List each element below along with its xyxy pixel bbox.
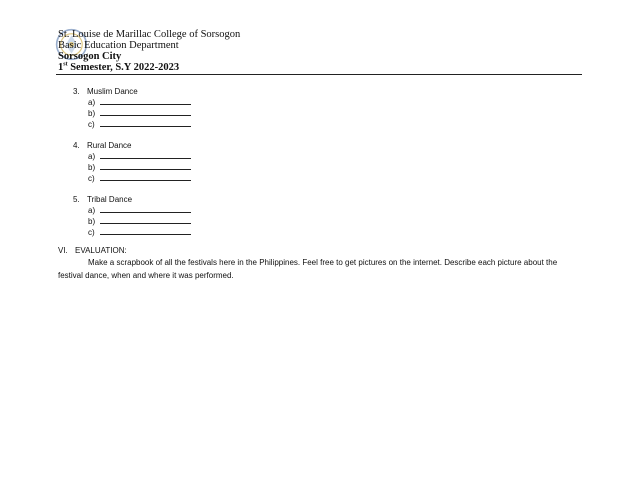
choice-label: c) <box>88 174 95 183</box>
evaluation-instructions: Make a scrapbook of all the festivals here in the Philippines. Feel free to get pictures on the internet. Describe each picture about the festival dance, when and where it was performed. <box>58 258 558 280</box>
answer-blank <box>100 108 191 116</box>
document-header <box>58 29 580 73</box>
choice-label: c) <box>88 120 95 129</box>
choice-label: a) <box>88 152 96 161</box>
answer-blank <box>100 151 191 159</box>
choice-label: c) <box>88 228 95 237</box>
semester-text: Semester, S.Y 2022-2023 <box>67 62 180 73</box>
choice-label: b) <box>88 163 96 172</box>
answer-line <box>88 205 191 216</box>
answer-line <box>88 173 191 184</box>
answer-blank <box>100 216 191 224</box>
section-title: EVALUATION: <box>75 246 127 255</box>
choice-label: b) <box>88 217 96 226</box>
question-title: Tribal Dance <box>87 195 133 204</box>
choice-label: a) <box>88 206 96 215</box>
answer-line <box>88 151 191 162</box>
semester-line <box>58 62 580 73</box>
city-name: Sorsogon City <box>58 51 122 62</box>
department-name: Basic Education Department <box>58 40 179 51</box>
evaluation-heading <box>58 245 127 256</box>
school-name: St. Louise de Marillac College of Sorsogon <box>58 29 241 40</box>
semester-superscript: st <box>63 61 68 68</box>
answer-line <box>88 108 191 119</box>
question-number: 3. <box>73 87 80 96</box>
answer-blank <box>100 97 191 105</box>
answer-blank <box>100 119 191 127</box>
question-title: Muslim Dance <box>87 87 138 96</box>
answer-line <box>88 227 191 238</box>
answer-blank <box>100 227 191 235</box>
question-item <box>73 140 131 151</box>
question-item <box>73 86 138 97</box>
semester-ordinal: 1 <box>58 62 64 73</box>
choice-label: b) <box>88 109 96 118</box>
answer-line <box>88 216 191 227</box>
answer-line <box>88 119 191 130</box>
header-divider <box>56 74 582 75</box>
choice-label: a) <box>88 98 96 107</box>
question-number: 5. <box>73 195 80 204</box>
answer-line <box>88 162 191 173</box>
section-numeral: VI. <box>58 246 68 255</box>
question-title: Rural Dance <box>87 141 132 150</box>
question-number: 4. <box>73 141 80 150</box>
answer-blank <box>100 162 191 170</box>
answer-line <box>88 97 191 108</box>
question-item <box>73 194 132 205</box>
answer-blank <box>100 205 191 213</box>
answer-blank <box>100 173 191 181</box>
